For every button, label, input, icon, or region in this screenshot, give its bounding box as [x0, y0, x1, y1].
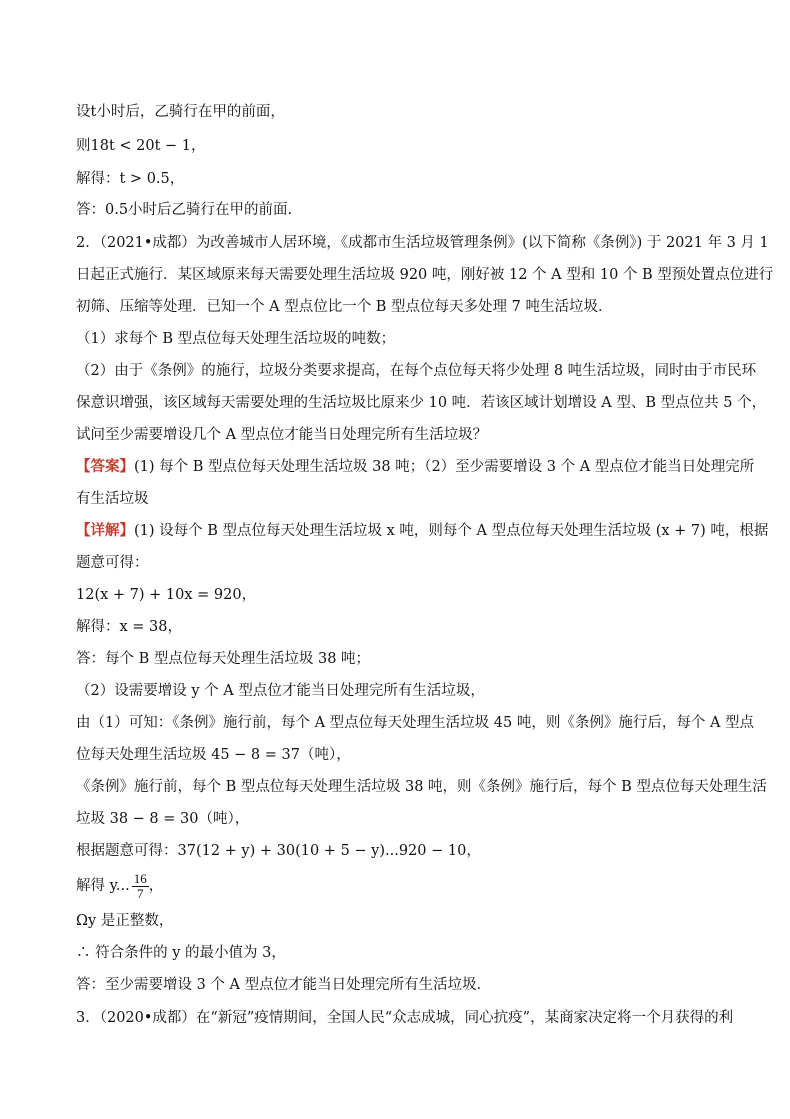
text-line: 解得：t > 0.5， — [76, 171, 185, 187]
inequality-line: 根据题意可得：37(12 + y) + 30(10 + 5 − y)...920 − 10， — [76, 843, 481, 859]
sub-question-1: （1）求每个 B 型点位每天处理生活垃圾的吨数； — [76, 331, 396, 347]
solution-prefix: 解得 y... — [76, 878, 130, 894]
detail-line: Ωy 是正整数， — [76, 913, 174, 929]
detail-line: 位每天处理生活垃圾 45 − 8 = 37（吨）， — [76, 747, 351, 763]
answer-conclusion: 答：至少需要增设 3 个 A 型点位才能当日处理完所有生活垃圾． — [76, 977, 492, 993]
question-3-line: 3．（2020•成都）在“新冠”疫情期间，全国人民“众志成城，同心抗疫”，某商家决定将一个月获得的利 — [76, 1010, 734, 1026]
sub-question-2: （2）由于《条例》的施行，垃圾分类要求提高，在每个点位每天将少处理 8 吨生活垃圾，同时由于市民环 — [76, 363, 757, 379]
detail-line: 由（1）可知：《条例》施行前，每个 A 型点位每天处理生活垃圾 45 吨，则《条例》施行后，每个 A 型点 — [76, 715, 755, 731]
fraction-denominator: 7 — [136, 885, 144, 901]
text-line: 则18t < 20t − 1， — [76, 138, 206, 154]
sub-question-2: 保意识增强，该区域每天需要处理的生活垃圾比原来少 10 吨．若该区域计划增设 A 型、B 型点位共 5 个， — [76, 395, 767, 411]
text-line: 设t小时后，乙骑行在甲的前面， — [76, 104, 285, 120]
question-2-line: 日起正式施行．某区域原来每天需要处理生活垃圾 920 吨，刚好被 12 个 A 型和 10 个 B 型预处置点位进行 — [76, 267, 774, 283]
answer-conclusion: 答：每个 B 型点位每天处理生活垃圾 38 吨； — [76, 651, 371, 667]
sub-question-2: 试问至少需要增设几个 A 型点位才能当日处理完所有生活垃圾？ — [76, 427, 488, 443]
fraction — [132, 872, 149, 901]
fraction-numerator: 16 — [133, 870, 147, 886]
detail-line: 《条例》施行前，每个 B 型点位每天处理生活垃圾 38 吨，则《条例》施行后，每个 B 型点位每天处理生活 — [76, 779, 767, 795]
answer-line: 有生活垃圾 — [76, 491, 149, 507]
answer-text: (1) 每个 B 型点位每天处理生活垃圾 38 吨；（2）至少需要增设 3 个 A 型点位才能当日处理完所 — [134, 459, 755, 475]
detail-line: （2）设需要增设 y 个 A 型点位才能当日处理完所有生活垃圾， — [76, 683, 485, 699]
detail-line: 垃圾 38 − 8 = 30（吨）， — [76, 811, 250, 827]
solution-fraction-line — [76, 868, 163, 904]
detail-text: (1) 设每个 B 型点位每天处理生活垃圾 x 吨，则每个 A 型点位每天处理生活垃圾 (x + 7) 吨，根据 — [134, 523, 769, 539]
answer-line — [76, 457, 754, 477]
detail-line: 题意可得： — [76, 555, 149, 571]
question-2-line: 2．（2021•成都）为改善城市人居环境，《成都市生活垃圾管理条例》(以下简称《条例》) 于 2021 年 3 月 1 — [76, 235, 769, 251]
question-2-line: 初筛、压缩等处理．已知一个 A 型点位比一个 B 型点位每天多处理 7 吨生活垃圾． — [76, 299, 613, 315]
solution-line: 解得：x = 38， — [76, 619, 182, 635]
answer-tag: 【答案】 — [76, 458, 134, 475]
solution-suffix: ， — [148, 878, 164, 894]
text-line: 答：0.5小时后乙骑行在甲的前面. — [76, 202, 293, 218]
detail-line: ∴ 符合条件的 y 的最小值为 3， — [76, 945, 286, 961]
detail-tag: 【详解】 — [76, 522, 134, 539]
equation-line: 12(x + 7) + 10x = 920， — [76, 587, 257, 603]
detail-line — [76, 521, 768, 541]
